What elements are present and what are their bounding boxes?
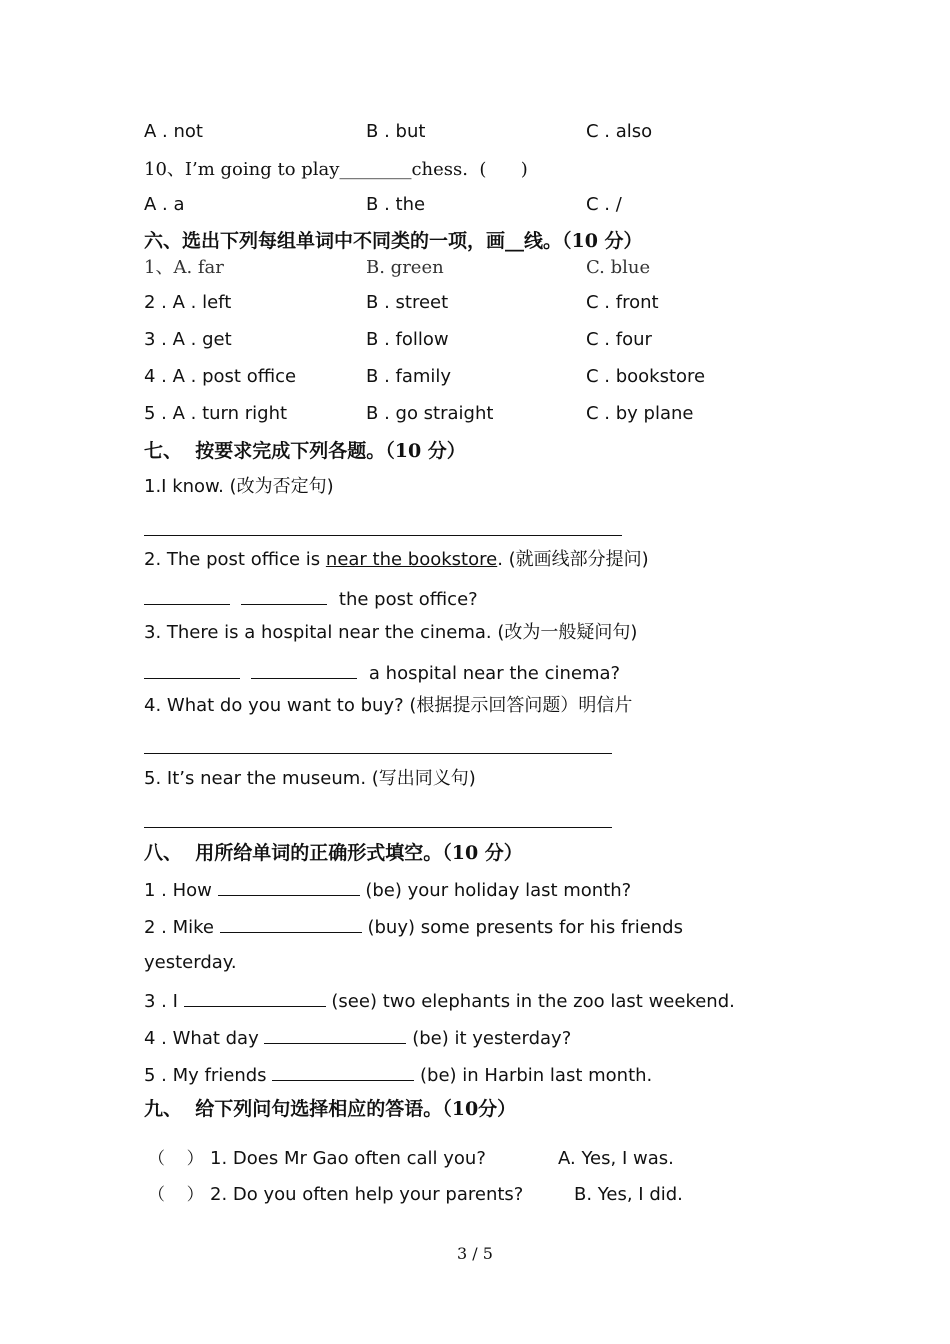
s6-row4-c: C . bookstore (586, 366, 706, 387)
s6-row2-c: C . front (586, 292, 659, 313)
s6-row3-a: 3 . A . get (144, 329, 232, 350)
s9-question-1: 1. Does Mr Gao often call you? (210, 1148, 486, 1169)
s6-row1-a: 1、A. far (144, 257, 224, 278)
answer-blank[interactable] (184, 988, 326, 1007)
option-b: B . the (366, 194, 426, 215)
s8-question-5: 5 . My friends (be) in Harbin last month. (144, 1062, 652, 1087)
s6-row2-b: B . street (366, 292, 449, 313)
option-b: B . but (366, 121, 426, 142)
page-number: 3 / 5 (457, 1244, 493, 1263)
s6-row4-a: 4 . A . post office (144, 366, 297, 387)
answer-blank[interactable] (144, 586, 230, 605)
answer-bracket[interactable]: （ ） (148, 1185, 204, 1205)
s7-question-5: 5. It’s near the museum. (写出同义句) (144, 768, 476, 789)
option-a: A . a (144, 194, 185, 215)
s8-question-4: 4 . What day (be) it yesterday? (144, 1025, 571, 1050)
s8-question-2: 2 . Mike (buy) some presents for his friends (144, 914, 683, 939)
answer-blank[interactable] (251, 660, 357, 679)
underlined-phrase: near the bookstore (325, 549, 498, 570)
answer-blank[interactable] (264, 1025, 406, 1044)
s7-question-2-answer: the post office? (144, 586, 478, 611)
section-9-heading: 九、 给下列问句选择相应的答语。（10分） (144, 1098, 517, 1120)
section-7-heading: 七、 按要求完成下列各题。（10 分） (144, 440, 466, 462)
s6-row4-b: B . family (366, 366, 452, 387)
section-6-heading: 六、选出下列每组单词中不同类的一项，画__线。（10 分） (144, 230, 643, 252)
s9-question-2: 2. Do you often help your parents? (210, 1184, 524, 1205)
option-c: C . also (586, 121, 653, 142)
s9-answer-b: B. Yes, I did. (574, 1184, 683, 1205)
s6-row2-a: 2 . A . left (144, 292, 232, 313)
option-a: A . not (144, 121, 203, 142)
s8-question-1: 1 . How (be) your holiday last month? (144, 877, 631, 902)
s7-question-3: 3. There is a hospital near the cinema. (改为一般疑问句) (144, 622, 638, 643)
s7-question-1: 1.I know. (改为否定句) (144, 476, 334, 497)
s6-row3-c: C . four (586, 329, 652, 350)
s9-answer-a: A. Yes, I was. (558, 1148, 674, 1169)
answer-line[interactable] (144, 535, 622, 536)
option-c: C . / (586, 194, 622, 215)
answer-blank[interactable] (144, 660, 240, 679)
s6-row5-a: 5 . A . turn right (144, 403, 288, 424)
answer-line[interactable] (144, 827, 612, 828)
answer-blank[interactable] (220, 914, 362, 933)
answer-blank[interactable] (272, 1062, 414, 1081)
answer-line[interactable] (144, 753, 612, 754)
question-10-stem: 10、I’m going to play________chess. ( ) (144, 159, 528, 180)
section-8-heading: 八、 用所给单词的正确形式填空。（10 分） (144, 842, 523, 864)
answer-blank[interactable] (241, 586, 327, 605)
s7-question-4: 4. What do you want to buy? (根据提示回答问题）明信片 (144, 695, 633, 716)
answer-blank[interactable] (218, 877, 360, 896)
s6-row1-c: C. blue (586, 257, 651, 278)
answer-bracket[interactable]: （ ） (148, 1149, 204, 1169)
s6-row5-c: C . by plane (586, 403, 694, 424)
s7-question-3-answer: a hospital near the cinema? (144, 660, 620, 685)
s6-row3-b: B . follow (366, 329, 449, 350)
s8-question-2-cont: yesterday. (144, 952, 237, 973)
s7-question-2: 2. The post office is near the bookstore. (就画线部分提问) (144, 549, 649, 570)
s8-question-3: 3 . I (see) two elephants in the zoo last weekend. (144, 988, 735, 1013)
s6-row1-b: B. green (366, 257, 444, 278)
s6-row5-b: B . go straight (366, 403, 494, 424)
